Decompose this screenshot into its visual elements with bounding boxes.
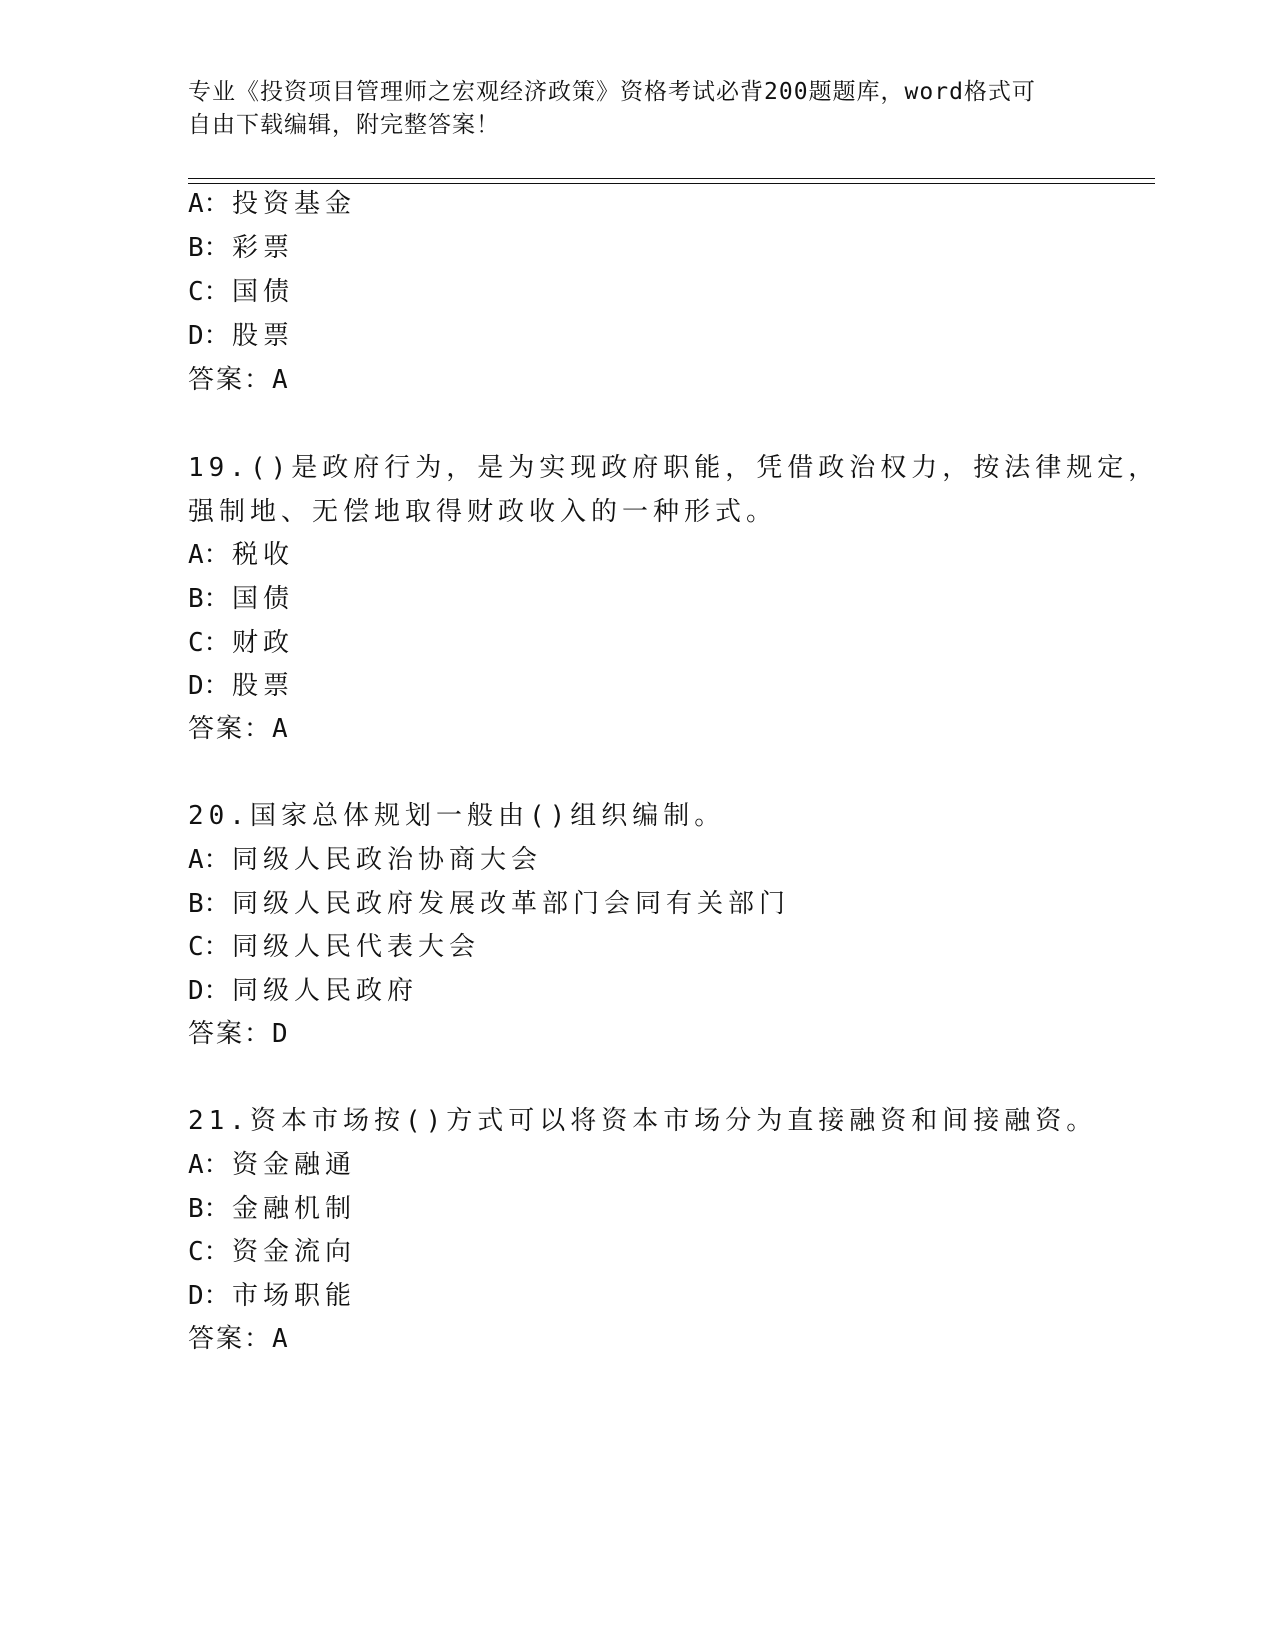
document-header: [188, 76, 1088, 142]
option-text: 同级人民政府发展改革部门会同有关部门: [232, 889, 791, 919]
option-text: 市场职能: [232, 1281, 357, 1311]
option-letter: D：: [188, 976, 230, 1006]
answer-label: 答案：: [188, 365, 273, 395]
q21-option-b: [188, 1193, 356, 1225]
header-divider-top: [188, 178, 1155, 179]
answer-value: A: [272, 714, 288, 744]
option-text: 资金融通: [232, 1150, 357, 1180]
header-line-2: 自由下载编辑，附完整答案！: [188, 112, 500, 138]
q21-option-d: [188, 1280, 356, 1312]
q19-stem-line-2: 强制地、无偿地取得财政收入的一种形式。: [188, 497, 778, 527]
option-text: 资金流向: [232, 1237, 357, 1267]
option-text: 同级人民政府: [232, 976, 419, 1006]
q20-option-d: [188, 975, 418, 1007]
header-divider-bottom: [188, 183, 1155, 184]
q19-stem-line-1: 19.()是政府行为，是为实现政府职能，凭借政治权力，按法律规定，: [188, 453, 1160, 483]
option-letter: B：: [188, 1194, 230, 1224]
option-letter: B：: [188, 889, 230, 919]
answer-label: 答案：: [188, 1324, 273, 1354]
q21-answer: [188, 1323, 288, 1355]
q21-stem-line-1: 21.资本市场按()方式可以将资本市场分为直接融资和间接融资。: [188, 1106, 1098, 1136]
option-letter: A：: [188, 845, 230, 875]
option-letter: A：: [188, 540, 230, 570]
option-text: 财政: [232, 628, 295, 658]
q21-option-a: [188, 1149, 356, 1181]
q19-option-a: [188, 539, 294, 571]
q21-option-c: [188, 1236, 356, 1268]
option-text: 国债: [232, 277, 295, 307]
option-text: 同级人民代表大会: [232, 932, 481, 962]
option-letter: C：: [188, 1237, 230, 1267]
option-text: 股票: [232, 671, 295, 701]
q20-option-b: [188, 888, 790, 920]
option-text: 国债: [232, 584, 295, 614]
option-text: 税收: [232, 540, 295, 570]
option-text: 股票: [232, 321, 295, 351]
answer-value: D: [272, 1019, 288, 1049]
option-letter: A：: [188, 1150, 230, 1180]
q20-stem-line-1: 20.国家总体规划一般由()组织编制。: [188, 801, 726, 831]
q18-option-d: [188, 320, 294, 352]
option-letter: D：: [188, 671, 230, 701]
option-text: 投资基金: [232, 189, 357, 219]
q19-option-d: [188, 670, 294, 702]
option-text: 彩票: [232, 233, 295, 263]
option-letter: C：: [188, 277, 230, 307]
option-letter: C：: [188, 932, 230, 962]
q20-option-a: [188, 844, 542, 876]
q19-option-c: [188, 627, 294, 659]
q18-option-a: [188, 188, 356, 220]
q18-option-c: [188, 276, 294, 308]
answer-label: 答案：: [188, 714, 273, 744]
header-line-1: 专业《投资项目管理师之宏观经济政策》资格考试必背200题题库，word格式可: [188, 79, 1036, 105]
option-letter: A：: [188, 189, 230, 219]
answer-value: A: [272, 1324, 288, 1354]
option-letter: B：: [188, 584, 230, 614]
q20-option-c: [188, 931, 480, 963]
option-letter: D：: [188, 321, 230, 351]
q18-answer: [188, 364, 288, 396]
option-text: 金融机制: [232, 1194, 357, 1224]
option-letter: D：: [188, 1281, 230, 1311]
q19-answer: [188, 713, 288, 745]
option-text: 同级人民政治协商大会: [232, 845, 543, 875]
option-letter: B：: [188, 233, 230, 263]
answer-value: A: [272, 365, 288, 395]
answer-label: 答案：: [188, 1019, 273, 1049]
q20-answer: [188, 1018, 288, 1050]
option-letter: C：: [188, 628, 230, 658]
q18-option-b: [188, 232, 294, 264]
q19-option-b: [188, 583, 294, 615]
